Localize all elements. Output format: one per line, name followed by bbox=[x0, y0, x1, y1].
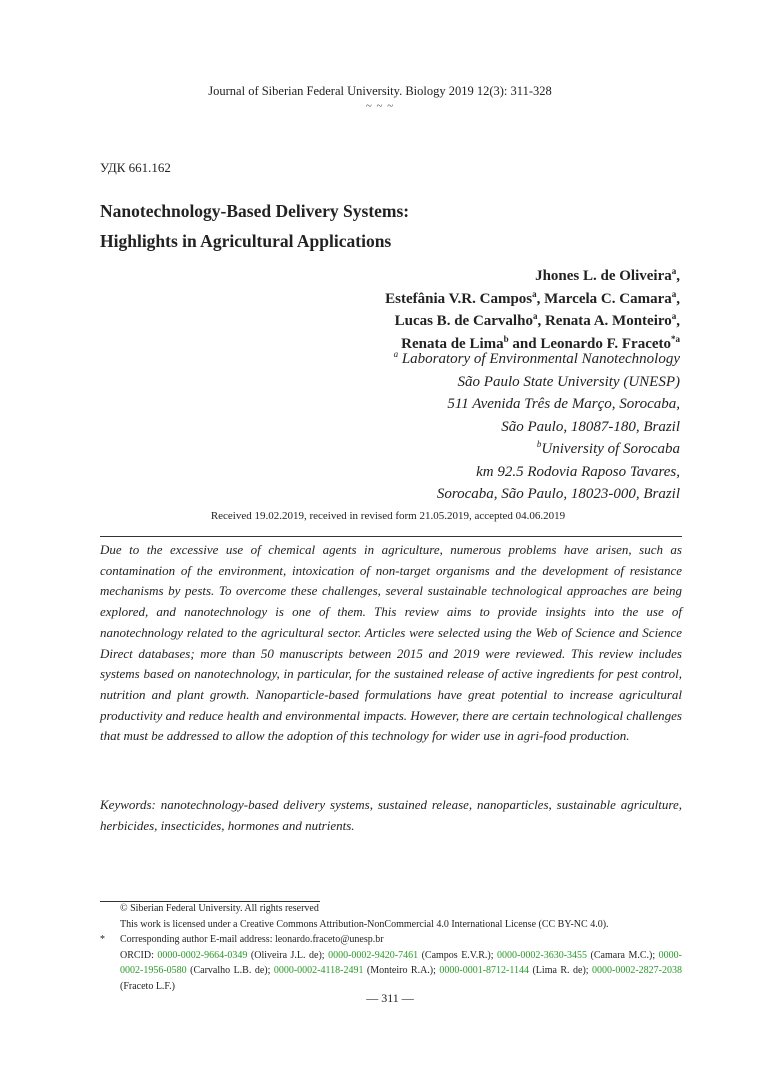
author-separator: and bbox=[508, 335, 541, 352]
orcid-link[interactable]: 0000-0002-9420-7461 bbox=[328, 949, 419, 961]
affiliation-mark: a bbox=[393, 349, 399, 359]
affiliation-a-line: $^a$ Laboratory of Environmental Nanotechnology bbox=[393, 349, 680, 367]
footnotes bbox=[100, 901, 682, 995]
author-list bbox=[120, 265, 680, 355]
affiliations bbox=[120, 348, 680, 506]
author-affil-mark: *a bbox=[671, 333, 680, 344]
author-name: Jhones L. de Oliveira bbox=[535, 268, 672, 284]
orcid-owner: (Fraceto L.F.) bbox=[120, 980, 176, 992]
orcid-owner: (Carvalho L.B. de); bbox=[186, 965, 274, 977]
author-separator: , bbox=[537, 313, 545, 329]
author-name: Lucas B. de Carvalho bbox=[394, 313, 533, 329]
paper-title bbox=[100, 196, 680, 256]
orcid-link[interactable]: 0000-0002-9664-0349 bbox=[157, 949, 248, 961]
author-affil-mark: a bbox=[532, 311, 538, 321]
page-number: — 311 — bbox=[366, 991, 414, 1005]
affiliation-a-line: São Paulo, 18087-180, Brazil bbox=[501, 418, 680, 435]
author-affil-mark: b bbox=[503, 333, 509, 344]
affiliation-mark: b bbox=[536, 439, 542, 449]
orcid-owner: (Camara M.C.); bbox=[587, 949, 659, 961]
author-line-2 bbox=[120, 288, 680, 311]
keywords: Keywords: nanotechnology-based delivery systems, sustained release, nanoparticles, sustainable agriculture, herbicides, insecticides, hormones and nutrients. bbox=[100, 797, 682, 833]
author-affil-mark: a bbox=[671, 311, 677, 321]
journal-citation: Journal of Siberian Federal University. Biology 2019 12(3): 311-328 bbox=[208, 84, 552, 98]
received-dates: Received 19.02.2019, received in revised form 21.05.2019, accepted 04.06.2019 bbox=[210, 510, 566, 522]
author-separator: , bbox=[676, 268, 680, 284]
license-note: This work is licensed under a Creative Commons Attribution-NonCommercial 4.0 International License (CC BY-NC 4.0). bbox=[120, 918, 609, 930]
affiliation-b-line: Sorocaba, São Paulo, 18023-000, Brazil bbox=[436, 486, 680, 502]
orcid-owner: (Oliveira J.L. de); bbox=[247, 949, 329, 961]
udk-code: УДК 661.162 bbox=[100, 160, 171, 175]
author-line-3 bbox=[120, 310, 680, 333]
orcid-note bbox=[100, 948, 682, 995]
abstract-divider bbox=[100, 536, 682, 537]
author-affil-mark: a bbox=[671, 288, 677, 299]
affiliation-b-line: $^b$University of Sorocaba bbox=[536, 439, 680, 457]
title-line-1: Nanotechnology-Based Delivery Systems: bbox=[100, 201, 410, 221]
orcid-link[interactable]: 0000-0002-1956-0580 bbox=[120, 949, 682, 977]
affiliation-b-line: km 92.5 Rodovia Raposo Tavares, bbox=[476, 463, 680, 480]
author-name: Renata de Lima bbox=[401, 335, 504, 352]
orcid-owner: (Monteiro R.A.); bbox=[363, 965, 440, 977]
corresponding-mark: * bbox=[100, 934, 105, 946]
author-name: Marcela C. Camara bbox=[544, 290, 672, 307]
author-affil-mark: a bbox=[671, 266, 677, 276]
orcid-link[interactable]: 0000-0001-8712-1144 bbox=[439, 965, 530, 977]
author-separator: , bbox=[676, 313, 680, 329]
orcid-link[interactable]: 0000-0002-3630-3455 bbox=[497, 949, 588, 961]
abstract: Due to the excessive use of chemical agents in agriculture, numerous problems have arisen, such as contamination of the environment, intoxication of non-target organisms and the development of resistance mechanisms by pests. To overcome these challenges, several sustainable technological approaches are being explored, and nanotechnology is one of them. This review aims to provide insights into the use of nanotechnology related to the agricultural sector. Articles were selected using the Web of Science and Science Direct databases; more than 50 manuscripts between 2015 and 2019 were reviewed. This review includes systems based on nanotechnology, in particular, for the sustained release of active ingredients for pest control, nutrition and plant growth. Nanoparticle-based formulations have great potential to increase agricultural productivity and reduce health and environmental impacts. However, there are certain technological challenges that must be addressed to allow the adoption of this technology for wider use in agri-food production. bbox=[100, 542, 682, 744]
author-line-1 bbox=[120, 265, 680, 288]
author-separator: , bbox=[536, 290, 545, 307]
corresponding-author-note: * Corresponding author E-mail address: leonardo.fraceto@unesp.br bbox=[100, 932, 682, 948]
author-separator: , bbox=[676, 290, 680, 307]
header-ornament: ~ ~ ~ bbox=[365, 100, 395, 112]
copyright-note: © Siberian Federal University. All rights reserved bbox=[120, 903, 319, 914]
orcid-owner: (Campos E.V.R.); bbox=[418, 949, 498, 961]
orcid-link[interactable]: 0000-0002-2827-2038 bbox=[592, 965, 683, 977]
author-name: Estefânia V.R. Campos bbox=[385, 290, 533, 307]
orcid-label: ORCID: bbox=[120, 949, 158, 961]
title-line-2: Highlights in Agricultural Applications bbox=[100, 231, 392, 251]
orcid-link[interactable]: 0000-0002-4118-2491 bbox=[273, 965, 364, 977]
affiliation-a-line: 511 Avenida Três de Março, Sorocaba, bbox=[447, 396, 680, 412]
author-name: Renata A. Monteiro bbox=[544, 313, 672, 329]
affiliation-a-line: São Paulo State University (UNESP) bbox=[457, 373, 680, 390]
author-name: Leonardo F. Fraceto bbox=[540, 335, 671, 352]
orcid-owner: (Lima R. de); bbox=[529, 965, 593, 977]
author-affil-mark: a bbox=[532, 288, 537, 299]
